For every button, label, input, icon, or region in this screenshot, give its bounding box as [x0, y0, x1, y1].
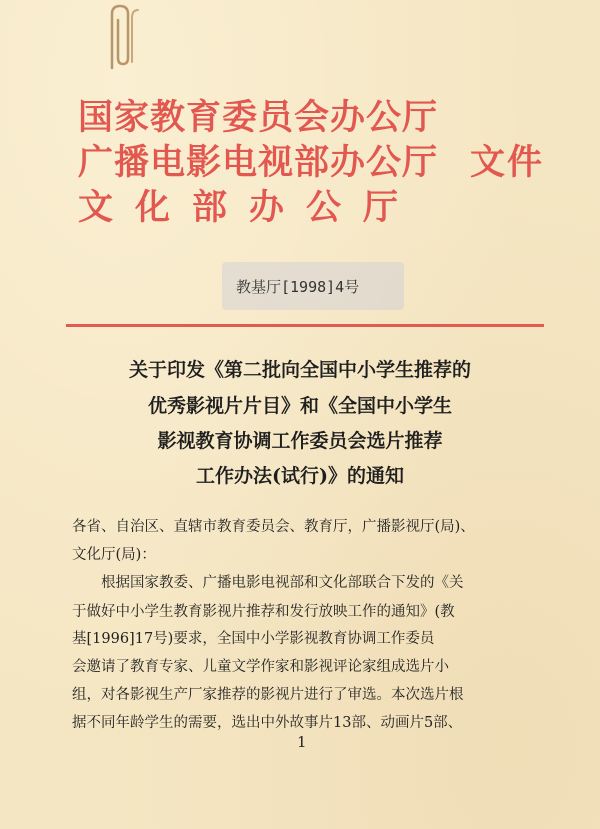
issuer-line-1: 国家教育委员会办公厅 [78, 97, 439, 138]
header-divider [66, 324, 544, 327]
body-text-line: 会邀请了教育专家、儿童文学作家和影视评论家组成选片小 [72, 659, 449, 675]
body-text-line: 据不同年龄学生的需要，选出中外故事片13部、动画片5部、 [72, 715, 463, 731]
body-text-line: 基[1996]17号)要求，全国中小学影视教育协调工作委员 [72, 631, 435, 647]
title-line-2: 优秀影视片片目》和《全国中小学生 [147, 395, 452, 417]
page-number: 1 [297, 733, 307, 751]
issuer-line-3: 文化部办公厅 [78, 187, 421, 228]
body-text-line: 于做好中小学生教育影视片推荐和发行放映工作的通知》(教 [72, 604, 455, 620]
addressee-line-1: 各省、自治区、直辖市教育委员会、教育厅，广播影视厅(局)、 [72, 519, 475, 535]
title-line-3: 影视教育协调工作委员会选片推荐 [157, 430, 443, 452]
title-line-4: 工作办法(试行)》的通知 [196, 465, 404, 487]
title-line-1: 关于印发《第二批向全国中小学生推荐的 [128, 359, 471, 381]
paper-clip-icon [98, 2, 148, 72]
body-text-line: 组，对各影视生产厂家推荐的影视片进行了审选。本次选片根 [72, 687, 464, 703]
issuer-line-2: 广播电影电视部办公厅 [78, 142, 439, 183]
document-number: 教基厅[1998]4号 [236, 278, 360, 296]
body-text-line: 根据国家教委、广播电影电视部和文化部联合下发的《关 [101, 575, 464, 591]
addressee-line-2: 文化厅(局)： [72, 547, 156, 563]
document-type-label: 文件 [470, 142, 545, 183]
